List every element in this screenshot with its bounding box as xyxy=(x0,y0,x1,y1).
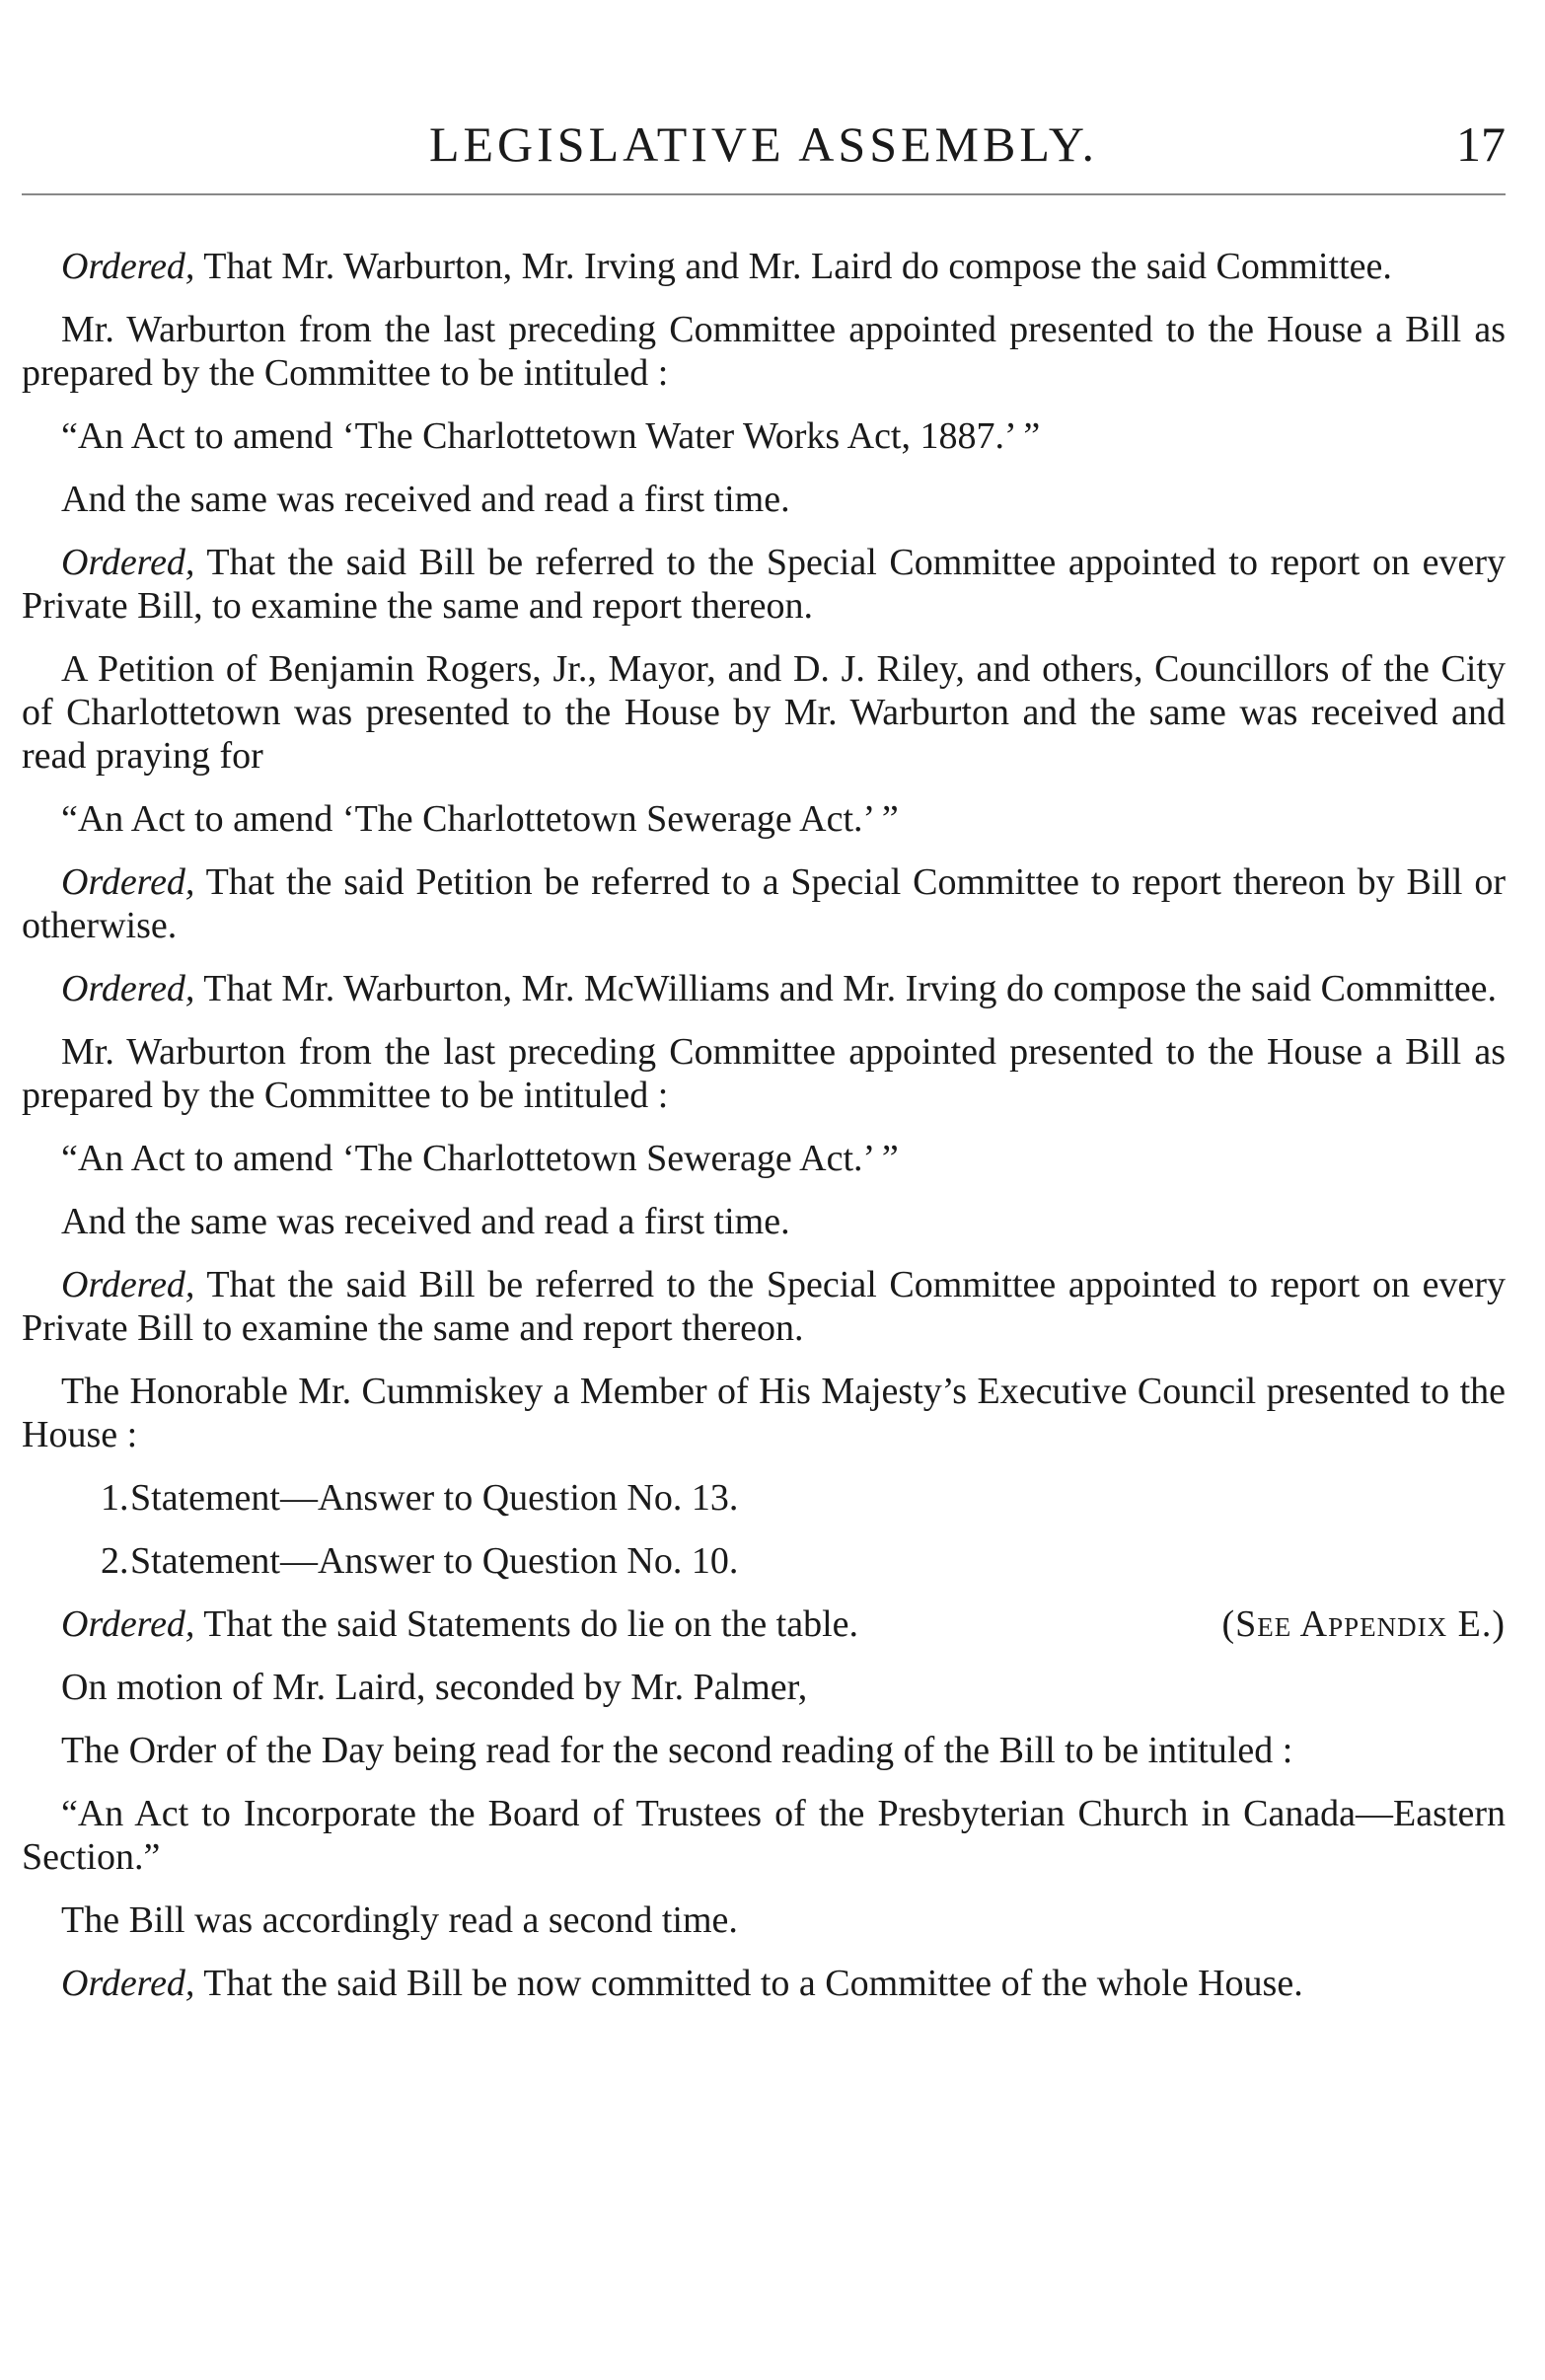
list-item xyxy=(22,1539,1506,1583)
paragraph-lead: Ordered, xyxy=(61,1603,195,1645)
paragraph-text: And the same was received and read a first time. xyxy=(61,479,790,520)
paragraph-lead: Ordered, xyxy=(61,246,195,287)
list-item xyxy=(22,1476,1506,1520)
paragraph xyxy=(22,1729,1506,1772)
paragraph-text: A Petition of Benjamin Rogers, Jr., Mayor, and D. J. Riley, and others, Councillors of the City of Charlottetown was presented to the House by Mr. Warburton and the same was received and read praying for xyxy=(22,648,1506,777)
paragraph-text: That the said Bill be referred to the Special Committee appointed to report on every Private Bill, to examine the same and report thereon. xyxy=(22,542,1506,627)
document-page xyxy=(22,0,1506,2004)
paragraph-text: “An Act to amend ‘The Charlottetown Water Works Act, 1887.’ ” xyxy=(61,415,1041,457)
paragraph xyxy=(22,1370,1506,1456)
paragraph-text: “An Act to amend ‘The Charlottetown Sewerage Act.’ ” xyxy=(61,1138,899,1179)
list-item-number: 1. xyxy=(101,1477,129,1519)
paragraph xyxy=(22,1030,1506,1117)
paragraph-text: Mr. Warburton from the last preceding Committee appointed presented to the House a Bill as prepared by the Committee to be intituled : xyxy=(22,1031,1506,1116)
list-item-text: Statement—Answer to Question No. 13. xyxy=(130,1477,739,1519)
paragraph xyxy=(22,478,1506,521)
paragraph xyxy=(22,1263,1506,1350)
paragraph-text: That Mr. Warburton, Mr. McWilliams and Mr. Irving do compose the said Committee. xyxy=(194,968,1498,1009)
paragraph xyxy=(22,245,1506,288)
paragraph-text: That the said Statements do lie on the table. xyxy=(194,1603,859,1645)
paragraph-text: And the same was received and read a first time. xyxy=(61,1201,790,1242)
paragraph-text: That Mr. Warburton, Mr. Irving and Mr. Laird do compose the said Committee. xyxy=(194,246,1392,287)
paragraph xyxy=(22,541,1506,628)
paragraph-text: Mr. Warburton from the last preceding Committee appointed presented to the House a Bill as prepared by the Committee to be intituled : xyxy=(22,309,1506,394)
paragraph xyxy=(22,797,1506,841)
paragraph xyxy=(22,1200,1506,1243)
paragraph xyxy=(22,1962,1506,2005)
paragraph xyxy=(22,967,1506,1010)
paragraph xyxy=(22,1666,1506,1709)
paragraph xyxy=(22,308,1506,395)
paragraph-text: That the said Bill be referred to the Special Committee appointed to report on every Private Bill to examine the same and report thereon. xyxy=(22,1264,1506,1349)
paragraph-text: The Order of the Day being read for the second reading of the Bill to be intituled : xyxy=(61,1730,1293,1771)
paragraph-lead: Ordered, xyxy=(61,968,195,1009)
statements-order xyxy=(22,1602,1506,1646)
paragraph-text: That the said Petition be referred to a Special Committee to report thereon by Bill or otherwise. xyxy=(22,861,1506,946)
paragraph-text: “An Act to Incorporate the Board of Trustees of the Presbyterian Church in Canada—Eastern Section.” xyxy=(22,1793,1506,1878)
paragraph-lead: Ordered, xyxy=(61,542,195,583)
paragraph-lead: Ordered, xyxy=(61,1963,195,2004)
body-text xyxy=(22,245,1506,2025)
paragraph xyxy=(22,1137,1506,1180)
paragraph-lead: Ordered, xyxy=(61,1264,195,1305)
paragraph xyxy=(22,414,1506,458)
list-item-number: 2. xyxy=(101,1540,129,1582)
list-item-text: Statement—Answer to Question No. 10. xyxy=(130,1540,739,1582)
paragraph-lead: Ordered, xyxy=(61,861,195,903)
appendix-reference: (See Appendix E.) xyxy=(1221,1603,1506,1645)
paragraph-text: “An Act to amend ‘The Charlottetown Sewerage Act.’ ” xyxy=(61,798,899,840)
paragraph xyxy=(22,1792,1506,1879)
paragraph xyxy=(22,1898,1506,1942)
paragraph-text: The Honorable Mr. Cummiskey a Member of His Majesty’s Executive Council presented to the House : xyxy=(22,1371,1506,1455)
page-number: 17 xyxy=(1456,116,1506,172)
paragraph xyxy=(22,647,1506,778)
paragraph-text: On motion of Mr. Laird, seconded by Mr. Palmer, xyxy=(61,1667,808,1708)
paragraph-text: That the said Bill be now committed to a Committee of the whole House. xyxy=(194,1963,1303,2004)
paragraph-text: The Bill was accordingly read a second time. xyxy=(61,1899,738,1941)
page-header xyxy=(22,0,1506,187)
running-title: LEGISLATIVE ASSEMBLY. xyxy=(428,116,1099,172)
header-rule xyxy=(22,193,1506,195)
paragraph xyxy=(22,860,1506,947)
